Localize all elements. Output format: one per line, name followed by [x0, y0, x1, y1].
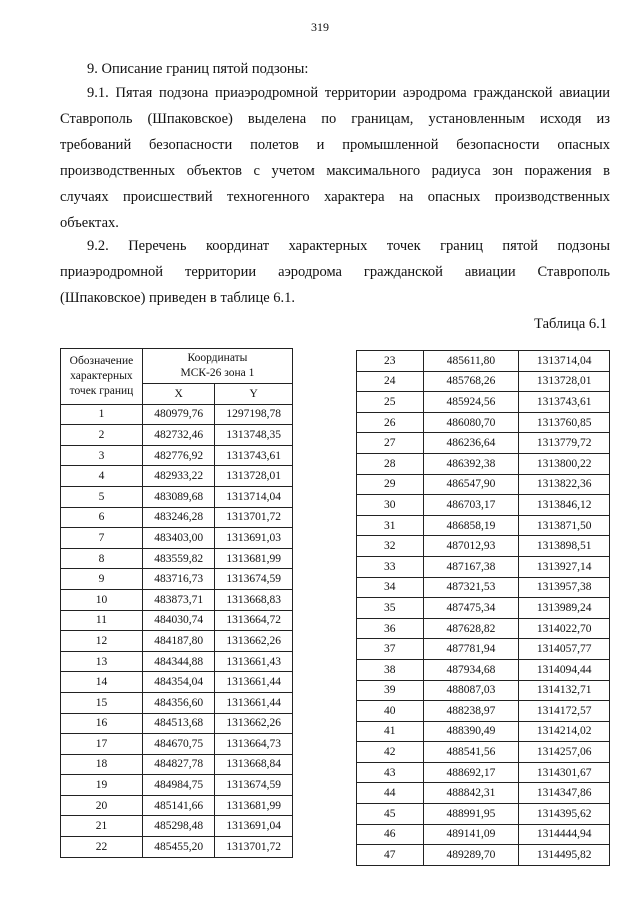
x-coordinate-cell: 484030,74 [142, 610, 215, 631]
point-number-cell: 4 [61, 466, 143, 487]
y-coordinate-cell: 1313822,36 [519, 474, 610, 495]
point-number-cell: 8 [61, 548, 143, 569]
table-row [61, 631, 293, 652]
table-row [61, 837, 293, 858]
table-row [357, 474, 610, 495]
table-row [357, 433, 610, 454]
point-number-cell: 16 [61, 713, 143, 734]
table-row [357, 392, 610, 413]
x-coordinate-cell: 483559,82 [142, 548, 215, 569]
y-coordinate-cell: 1313743,61 [215, 445, 293, 466]
x-coordinate-cell: 488692,17 [423, 762, 519, 783]
y-coordinate-cell: 1314057,77 [519, 639, 610, 660]
table-row [357, 577, 610, 598]
table-row [357, 412, 610, 433]
table-row [357, 742, 610, 763]
table-row [61, 775, 293, 796]
paragraph-9-2 [60, 233, 610, 311]
point-number-cell: 6 [61, 507, 143, 528]
x-coordinate-cell: 486080,70 [423, 412, 519, 433]
point-number-cell: 40 [357, 701, 424, 722]
y-coordinate-cell: 1313898,51 [519, 536, 610, 557]
x-coordinate-cell: 482933,22 [142, 466, 215, 487]
table-row [357, 495, 610, 516]
table-row [357, 639, 610, 660]
y-coordinate-cell: 1314132,71 [519, 680, 610, 701]
table-caption: Таблица 6.1 [534, 316, 607, 332]
point-number-cell: 5 [61, 486, 143, 507]
x-coordinate-cell: 488087,03 [423, 680, 519, 701]
y-coordinate-cell: 1313748,35 [215, 425, 293, 446]
y-coordinate-cell: 1313779,72 [519, 433, 610, 454]
table-row [357, 453, 610, 474]
table-row [357, 824, 610, 845]
x-coordinate-cell: 484513,68 [142, 713, 215, 734]
x-coordinate-cell: 488541,56 [423, 742, 519, 763]
table-row [61, 754, 293, 775]
y-coordinate-cell: 1313674,59 [215, 569, 293, 590]
y-coordinate-cell: 1313661,44 [215, 692, 293, 713]
y-coordinate-cell: 1313681,99 [215, 548, 293, 569]
table-row [61, 713, 293, 734]
x-coordinate-cell: 484344,88 [142, 651, 215, 672]
point-number-cell: 7 [61, 528, 143, 549]
point-number-cell: 2 [61, 425, 143, 446]
point-number-cell: 47 [357, 845, 424, 866]
table-row [357, 536, 610, 557]
paragraph-line: (Шпаковское) приведен в таблице 6.1. [60, 290, 296, 306]
y-coordinate-cell: 1313662,26 [215, 713, 293, 734]
coords-header-line2: МСК-26 зона 1 [180, 367, 255, 379]
paragraph-line: 9.1. Пятая подзона приаэродромной территории аэродрома гражданской авиации [87, 85, 610, 101]
point-number-cell: 10 [61, 589, 143, 610]
y-coordinate-cell: 1313927,14 [519, 556, 610, 577]
paragraph-line: производственных объектов с учетом максимального радиуса зон поражения в [60, 163, 610, 179]
table-row [357, 783, 610, 804]
y-coordinate-cell: 1313846,12 [519, 495, 610, 516]
page-number: 319 [311, 20, 329, 34]
point-number-cell: 3 [61, 445, 143, 466]
table-row [357, 515, 610, 536]
x-coordinate-cell: 483873,71 [142, 589, 215, 610]
x-coordinate-cell: 488238,97 [423, 701, 519, 722]
point-number-cell: 46 [357, 824, 424, 845]
point-number-cell: 38 [357, 659, 424, 680]
table-row [61, 610, 293, 631]
point-number-cell: 30 [357, 495, 424, 516]
x-coordinate-cell: 487475,34 [423, 598, 519, 619]
y-coordinate-cell: 1313661,44 [215, 672, 293, 693]
x-coordinate-cell: 485298,48 [142, 816, 215, 837]
point-number-cell: 45 [357, 804, 424, 825]
y-coordinate-cell: 1313760,85 [519, 412, 610, 433]
point-number-cell: 13 [61, 651, 143, 672]
x-coordinate-cell: 484670,75 [142, 734, 215, 755]
table-row [357, 804, 610, 825]
paragraph-line: приаэродромной территории аэродрома гражданской авиации Ставрополь [60, 264, 610, 280]
table-row [357, 598, 610, 619]
y-coordinate-cell: 1314495,82 [519, 845, 610, 866]
point-number-cell: 41 [357, 721, 424, 742]
coords-header-line1: Координаты [187, 352, 248, 364]
y-coordinate-cell: 1313701,72 [215, 837, 293, 858]
table-header-row [61, 349, 293, 384]
point-number-cell: 25 [357, 392, 424, 413]
y-coordinate-cell: 1313714,04 [519, 351, 610, 372]
y-coordinate-cell: 1313661,43 [215, 651, 293, 672]
x-coordinate-cell: 486547,90 [423, 474, 519, 495]
y-coordinate-cell: 1313674,59 [215, 775, 293, 796]
x-coordinate-cell: 480979,76 [142, 404, 215, 425]
coordinates-table-right [356, 350, 610, 866]
x-coordinate-cell: 483716,73 [142, 569, 215, 590]
table-row [61, 486, 293, 507]
x-coordinate-cell: 485611,80 [423, 351, 519, 372]
point-number-cell: 23 [357, 351, 424, 372]
y-coordinate-cell: 1314301,67 [519, 762, 610, 783]
point-number-cell: 39 [357, 680, 424, 701]
y-coordinate-cell: 1314395,62 [519, 804, 610, 825]
table-row [61, 651, 293, 672]
point-label-header: Обозначение характерных точек границ [61, 349, 143, 405]
paragraph-line: объектах. [60, 215, 119, 231]
table-row [61, 528, 293, 549]
y-coordinate-cell: 1313957,38 [519, 577, 610, 598]
point-number-cell: 14 [61, 672, 143, 693]
y-coordinate-cell: 1313714,04 [215, 486, 293, 507]
point-number-cell: 33 [357, 556, 424, 577]
y-coordinate-cell: 1313662,26 [215, 631, 293, 652]
x-header: X [142, 384, 215, 405]
x-coordinate-cell: 483089,68 [142, 486, 215, 507]
x-coordinate-cell: 484354,04 [142, 672, 215, 693]
table-row [357, 351, 610, 372]
y-header: Y [215, 384, 293, 405]
coordinates-table-left [60, 348, 293, 858]
table-row [61, 816, 293, 837]
y-coordinate-cell: 1313681,99 [215, 795, 293, 816]
paragraph-line: случаях происшествий техногенного характера на опасных производственных [60, 189, 610, 205]
section-heading: 9. Описание границ пятой подзоны: [87, 61, 309, 77]
point-number-cell: 9 [61, 569, 143, 590]
point-number-cell: 29 [357, 474, 424, 495]
table-row [357, 721, 610, 742]
point-number-cell: 42 [357, 742, 424, 763]
x-coordinate-cell: 487321,53 [423, 577, 519, 598]
x-coordinate-cell: 486703,17 [423, 495, 519, 516]
table-row [61, 507, 293, 528]
x-coordinate-cell: 484827,78 [142, 754, 215, 775]
x-coordinate-cell: 486392,38 [423, 453, 519, 474]
point-number-cell: 21 [61, 816, 143, 837]
point-number-cell: 15 [61, 692, 143, 713]
table-row [61, 569, 293, 590]
x-coordinate-cell: 487934,68 [423, 659, 519, 680]
table-row [61, 692, 293, 713]
paragraph-line: 9.2. Перечень координат характерных точек границ пятой подзоны [87, 238, 610, 254]
table-body-left [61, 404, 293, 857]
x-coordinate-cell: 487012,93 [423, 536, 519, 557]
y-coordinate-cell: 1313871,50 [519, 515, 610, 536]
y-coordinate-cell: 1313989,24 [519, 598, 610, 619]
y-coordinate-cell: 1314444,94 [519, 824, 610, 845]
y-coordinate-cell: 1313743,61 [519, 392, 610, 413]
y-coordinate-cell: 1313691,03 [215, 528, 293, 549]
x-coordinate-cell: 488842,31 [423, 783, 519, 804]
paragraph-line: требований безопасности полетов и промышленной безопасности опасных [60, 137, 610, 153]
y-coordinate-cell: 1314022,70 [519, 618, 610, 639]
y-coordinate-cell: 1313701,72 [215, 507, 293, 528]
x-coordinate-cell: 485141,66 [142, 795, 215, 816]
coords-header [142, 349, 292, 384]
point-number-cell: 27 [357, 433, 424, 454]
y-coordinate-cell: 1297198,78 [215, 404, 293, 425]
x-coordinate-cell: 485768,26 [423, 371, 519, 392]
x-coordinate-cell: 483403,00 [142, 528, 215, 549]
x-coordinate-cell: 484356,60 [142, 692, 215, 713]
x-coordinate-cell: 487167,38 [423, 556, 519, 577]
y-coordinate-cell: 1313728,01 [215, 466, 293, 487]
y-coordinate-cell: 1314257,06 [519, 742, 610, 763]
y-coordinate-cell: 1313664,73 [215, 734, 293, 755]
point-number-cell: 1 [61, 404, 143, 425]
y-coordinate-cell: 1313668,83 [215, 589, 293, 610]
point-number-cell: 28 [357, 453, 424, 474]
point-number-cell: 31 [357, 515, 424, 536]
y-coordinate-cell: 1314214,02 [519, 721, 610, 742]
point-number-cell: 34 [357, 577, 424, 598]
table-row [357, 556, 610, 577]
point-number-cell: 24 [357, 371, 424, 392]
point-number-cell: 32 [357, 536, 424, 557]
x-coordinate-cell: 487628,82 [423, 618, 519, 639]
x-coordinate-cell: 488390,49 [423, 721, 519, 742]
x-coordinate-cell: 484187,80 [142, 631, 215, 652]
point-number-cell: 12 [61, 631, 143, 652]
point-number-cell: 37 [357, 639, 424, 660]
table-row [357, 371, 610, 392]
point-number-cell: 18 [61, 754, 143, 775]
y-coordinate-cell: 1313668,84 [215, 754, 293, 775]
x-coordinate-cell: 485924,56 [423, 392, 519, 413]
y-coordinate-cell: 1313728,01 [519, 371, 610, 392]
y-coordinate-cell: 1313691,04 [215, 816, 293, 837]
paragraph-line: Ставрополь (Шпаковское) выделена по границам, установленным исходя из [60, 111, 610, 127]
table-body-right [357, 351, 610, 866]
y-coordinate-cell: 1314172,57 [519, 701, 610, 722]
table-row [61, 548, 293, 569]
point-number-cell: 17 [61, 734, 143, 755]
x-coordinate-cell: 487781,94 [423, 639, 519, 660]
x-coordinate-cell: 486858,19 [423, 515, 519, 536]
table-row [357, 762, 610, 783]
point-number-cell: 22 [61, 837, 143, 858]
table-row [61, 589, 293, 610]
table-row [61, 404, 293, 425]
y-coordinate-cell: 1314347,86 [519, 783, 610, 804]
table-row [357, 845, 610, 866]
y-coordinate-cell: 1314094,44 [519, 659, 610, 680]
table-row [61, 795, 293, 816]
x-coordinate-cell: 489289,70 [423, 845, 519, 866]
point-number-cell: 44 [357, 783, 424, 804]
x-coordinate-cell: 483246,28 [142, 507, 215, 528]
point-number-cell: 20 [61, 795, 143, 816]
table-row [357, 680, 610, 701]
table-row [61, 445, 293, 466]
table-row [61, 425, 293, 446]
point-number-cell: 36 [357, 618, 424, 639]
x-coordinate-cell: 485455,20 [142, 837, 215, 858]
x-coordinate-cell: 482732,46 [142, 425, 215, 446]
point-number-cell: 43 [357, 762, 424, 783]
point-number-cell: 26 [357, 412, 424, 433]
point-number-cell: 19 [61, 775, 143, 796]
x-coordinate-cell: 482776,92 [142, 445, 215, 466]
table-row [357, 618, 610, 639]
point-number-cell: 11 [61, 610, 143, 631]
y-coordinate-cell: 1313800,22 [519, 453, 610, 474]
x-coordinate-cell: 486236,64 [423, 433, 519, 454]
y-coordinate-cell: 1313664,72 [215, 610, 293, 631]
table-row [357, 701, 610, 722]
table-row [357, 659, 610, 680]
paragraph-9-1 [60, 80, 610, 236]
table-row [61, 466, 293, 487]
x-coordinate-cell: 489141,09 [423, 824, 519, 845]
x-coordinate-cell: 484984,75 [142, 775, 215, 796]
table-row [61, 672, 293, 693]
point-number-cell: 35 [357, 598, 424, 619]
x-coordinate-cell: 488991,95 [423, 804, 519, 825]
table-row [61, 734, 293, 755]
